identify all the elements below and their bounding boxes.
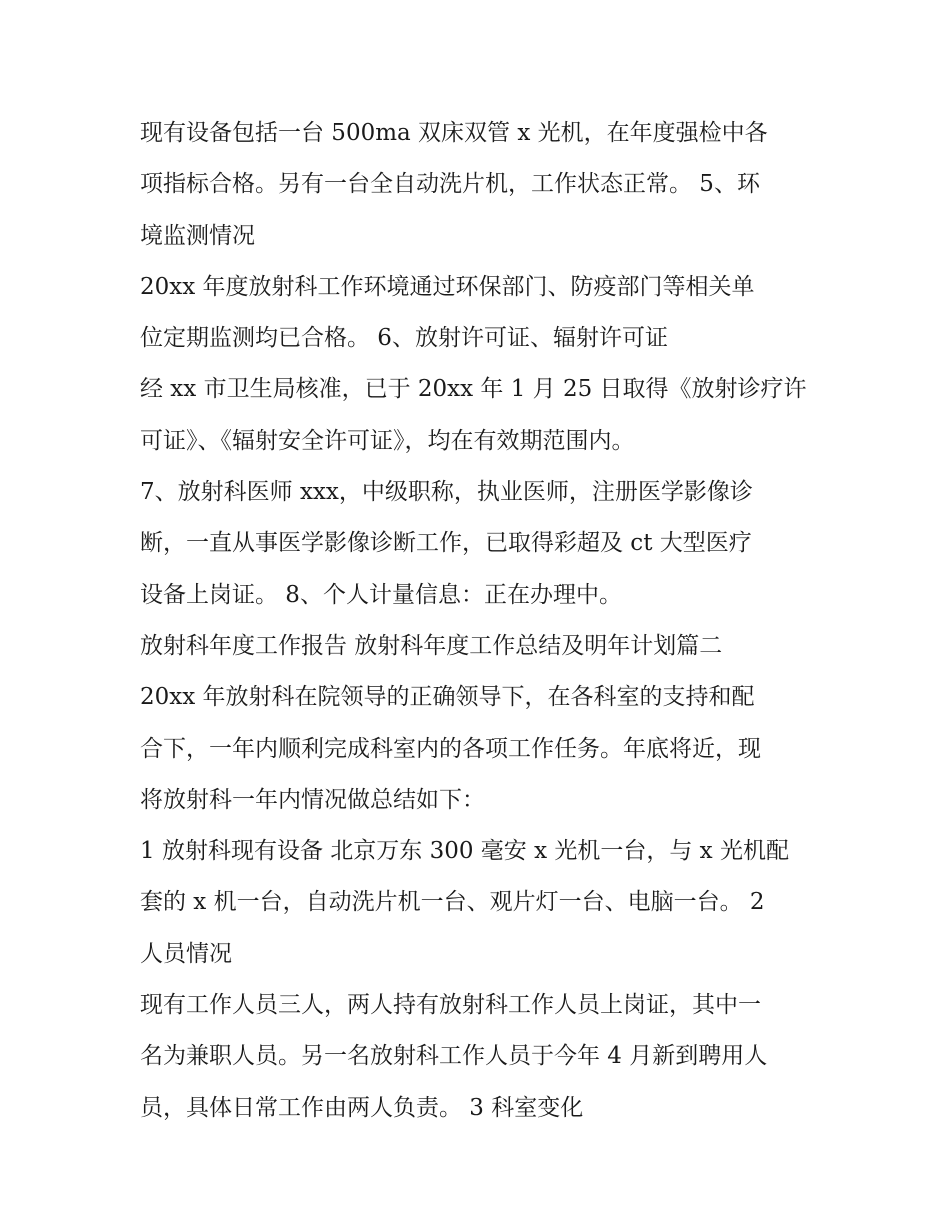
text-line: 可证》、《辐射安全许可证》，均在有效期范围内。: [140, 427, 635, 454]
text-line: 员，具体日常工作由两人负责。 3 科室变化: [140, 1094, 584, 1121]
text-line: 现有工作人员三人，两人持有放射科工作人员上岗证，其中一: [140, 992, 761, 1019]
text-line: 经 xx 市卫生局核准，已于 20xx 年 1 月 25 日取得《放射诊疗许: [140, 376, 807, 403]
text-line: 套的 x 机一台，自动洗片机一台、观片灯一台、电脑一台。 2: [140, 889, 765, 916]
text-line: 20xx 年放射科在院领导的正确领导下，在各科室的支持和配: [140, 684, 755, 711]
text-line: 设备上岗证。 8、个人计量信息：正在办理中。: [140, 581, 622, 608]
text-line: 7、放射科医师 xxx，中级职称，执业医师，注册医学影像诊: [140, 479, 753, 506]
text-line: 人员情况: [140, 940, 232, 967]
text-line: 放射科年度工作报告 放射科年度工作总结及明年计划篇二: [140, 632, 723, 659]
text-line: 名为兼职人员。另一名放射科工作人员于今年 4 月新到聘用人: [140, 1043, 768, 1070]
text-line: 1 放射科现有设备 北京万东 300 毫安 x 光机一台，与 x 光机配: [140, 838, 789, 865]
text-line: 现有设备包括一台 500ma 双床双管 x 光机，在年度强检中各: [140, 120, 768, 146]
text-line: 断，一直从事医学影像诊断工作，已取得彩超及 ct 大型医疗: [140, 530, 752, 557]
text-line: 将放射科一年内情况做总结如下：: [140, 786, 485, 813]
text-line: 境监测情况: [140, 222, 255, 249]
document-body: [140, 108, 830, 1134]
text-line: 合下，一年内顺利完成科室内的各项工作任务。年底将近，现: [140, 735, 761, 762]
text-line: 20xx 年度放射科工作环境通过环保部门、防疫部门等相关单: [140, 273, 755, 300]
text-line: 位定期监测均已合格。 6、放射许可证、辐射许可证: [140, 325, 668, 352]
text-line: 项指标合格。另有一台全自动洗片机，工作状态正常。 5、环: [140, 171, 760, 198]
